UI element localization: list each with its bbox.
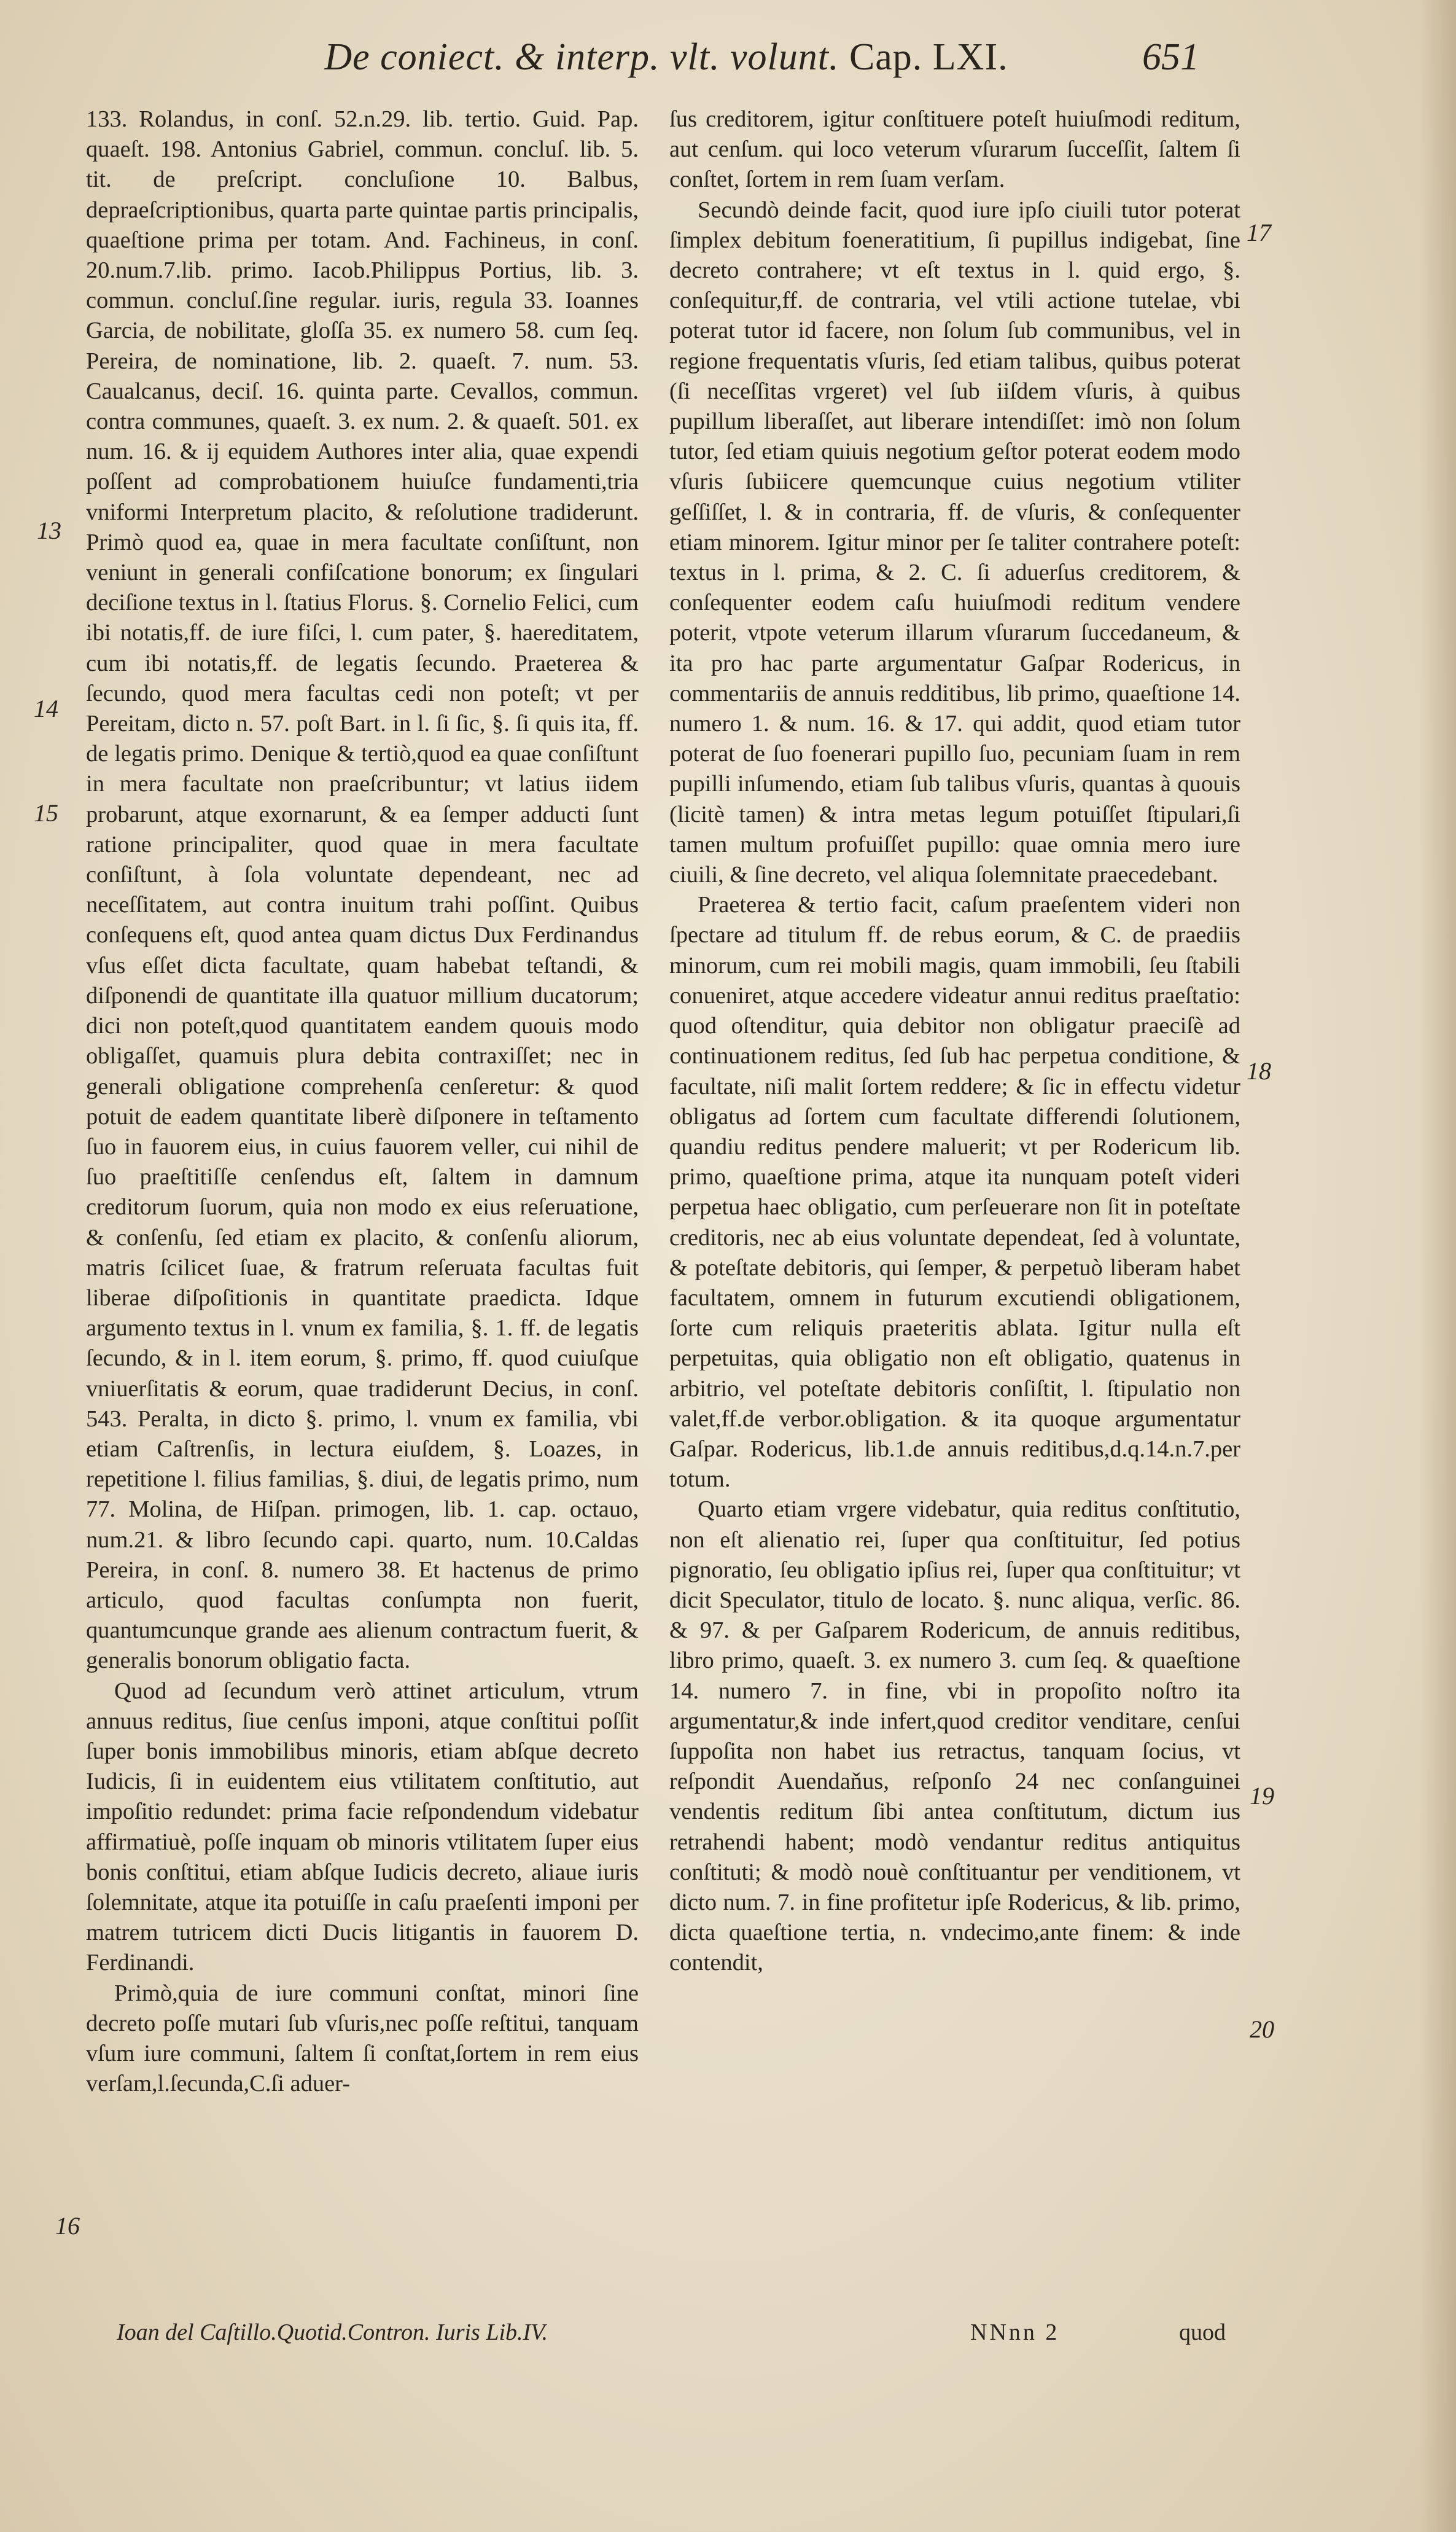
- margin-number: 20: [1250, 2015, 1274, 2043]
- signature-mark: NNnn 2: [970, 2319, 1060, 2345]
- margin-number: 16: [55, 2212, 80, 2240]
- running-title: [258, 36, 1075, 79]
- left-column: [86, 104, 639, 2099]
- right-column: [669, 104, 1240, 1979]
- margin-number: 14: [34, 695, 58, 722]
- left-paragraph-1: 133. Rolandus, in conſ. 52.n.29. lib. tertio. Guid. Pap. quaeſt. 198. Antonius Gabriel, commun. concluſ. lib. 5. tit. de preſcript. concluſione 10. Balbus, depraeſcriptionibus, quarta parte quintae partis principalis, quaeſtione prima per totam. And. Fachineus, in conſ. 20.num.7.lib. primo. Iacob.Philippus Portius, lib. 3. commun. concluſ.ſine regular. iuris, regula 33. Ioannes Garcia, de nobilitate, gloſſa 35. ex numero 58. cum ſeq. Pereira, de nominatione, lib. 2. quaeſt. 7. num. 53. Caualcanus, deciſ. 16. quinta parte. Cevallos, commun. contra communes, quaeſt. 3. ex num. 2. & quaeſt. 501. ex num. 16. & ij equidem Authores inter alia, quae expendi poſſent ad comprobationem huiuſce fundamenti,tria vniformi Interpretum placito, & reſolutione tradiderunt. Primò quod ea, quae in mera facultate conſiſtunt, non veniunt in generali confiſcatione bonorum; ex ſingulari deciſione textus in l. ſtatius Florus. §. Cornelio Felici, cum ibi notatis,ff. de iure fiſci, l. cum pater, §. haereditatem, cum ibi notatis,ff. de legatis ſecundo. Praeterea & ſecundo, quod mera facultas cedi non poteſt; vt per Pereitam, dicto n. 57. poſt Bart. in l. ſi ſic, §. ſi quis ita, ff. de legatis primo. Denique & tertiò,quod ea quae conſiſtunt in mera facultate non praeſcribuntur; vt latius iidem probarunt, atque exornarunt, & ea ſemper adducti ſunt ratione principaliter, quod quae in mera facultate conſiſtunt, à ſola voluntate dependeant, nec ad neceſſitatem, aut contra inuitum trahi poſſint. Quibus conſequens eſt, quod antea quam dictus Dux Ferdinandus vſus eſſet dicta facultate, quam habebat teſtandi, & diſponendi de quantitate illa quatuor millium ducatorum; dici non poteſt,quod quantitatem eandem quouis modo obligaſſet, quamuis plura debita contraxiſſet; nec in generali obligatione comprehenſa cenſeretur: & quod potuit de eadem quantitate liberè diſponere in teſtamento ſuo in fauorem eius, in cuius fauorem veller, cui nihil de ſuo praeſtitiſſe cenſendus eſt, ſaltem in damnum creditorum ſuorum, quia non modo ex eius reſeruatione, & conſenſu, ſed etiam ex placito, & conſenſu aliorum, matris ſcilicet ſuae, & fratrum reſeruata facultas fuit liberae diſpoſitionis in quantitate praedicta. Idque argumento textus in l. vnum ex familia, §. 1. ff. de legatis ſecundo, & in l. item eorum, §. primo, ff. quod cuiuſque vniuerſitatis & eorum, quae tradiderunt Decius, in conſ. 543. Peralta, in dicto §. primo, l. vnum ex familia, vbi etiam Caſtrenſis, in lectura eiuſdem, §. Loazes, in repetitione l. filius familias, §. diui, de legatis primo, num 77. Molina, de Hiſpan. primogen, lib. 1. cap. octauo, num.21. & libro ſecundo capi. quarto, num. 10.Caldas Pereira, in conſ. 8. numero 38. Et hactenus de primo articulo, quod facultas conſumpta non fuerit, quantumcunque grande aes alienum contractum fuerit, & generalis bonorum obligatio facta.: [86, 106, 639, 1674]
- left-paragraph-2: Quod ad ſecundum verò attinet articulum, vtrum annuus reditus, ſiue cenſus imponi, atque conſtitui poſſit ſuper bonis immobilibus minoris, etiam abſque decreto Iudicis, ſi in euidentem eius vtilitatem conſtitutio, aut impoſitio redundet: prima facie reſpondendum videbatur affirmatiuè, poſſe inquam ob minoris vtilitatem ſuper eius bonis conſtitui, etiam abſque Iudicis decreto, aliaue iuris ſolemnitate, atque ita potuiſſe in caſu praeſenti imponi per matrem tutricem dicti Ducis litigantis in fauorem D. Ferdinandi.: [86, 1678, 639, 1976]
- page-edge-shadow: [1419, 0, 1456, 2532]
- footer-note: Ioan del Caſtillo.Quotid.Contron. Iuris Lib.IV.: [117, 2319, 548, 2345]
- margin-number: 18: [1247, 1057, 1271, 1085]
- right-paragraph-4: Quarto etiam vrgere videbatur, quia reditus conſtitutio, non eſt alienatio rei, ſuper qua conſtituitur, ſed potius pignoratio, ſeu obligatio ipſius rei, ſuper qua conſtituitur; vt dicit Speculator, titulo de locato. §. nunc aliqua, verſic. 86. & 97. & per Gaſparem Rodericum, de annuis reditibus, libro primo, quaeſt. 3. ex numero 3. cum ſeq. & quaeſtione 14. numero 7. in fine, vbi in propoſito noſtro ita argumentatur,& inde infert,quod creditor venditare, cenſui ſuppoſita non habet ius retractus, tanquam ſocius, vt reſpondit Auendaňus, reſponſo 24 nec conſanguinei vendentis reditum ſibi antea conſtitutum, dictum ius retrahendi habent; modò vendantur reditus antiquitus conſtituti; & modò nouè conſtituantur per venditionem, vt dicto num. 7. in fine profitetur ipſe Rodericus, & lib. primo, dicta quaeſtione tertia, n. vndecimo,ante finem: & inde contendit,: [669, 1496, 1240, 1976]
- right-paragraph-3: Praeterea & tertio facit, caſum praeſentem videri non ſpectare ad titulum ff. de rebus eorum, & C. de praediis minorum, cum rei mobili magis, quam immobili, ſeu ſtabili conueniret, atque accedere videatur annui reditus praeſtatio: quod oſtenditur, quia debitor non obligatur praeciſè ad continuationem reditus, ſed ſub hac perpetua conditione, & facultate, niſi malit ſortem reddere; & ſic in effectu videtur obligatus ad ſortem cum facultate differendi ſolutionem, quandiu reditus pendere maluerit; vt per Rodericum lib. primo, quaeſtione prima, atque ita nunquam poteſt videri perpetua haec obligatio, cum perſeuerare non ſit in poteſtate creditoris, nec ab eius voluntate dependeat, ſed à voluntate, & poteſtate debitoris, qui ſemper, & perpetuò liberam habet facultatem, omnem in futurum excutiendi obligationem, ſorte cum reliquis praeteritis ablata. Igitur nulla eſt perpetuitas, quia obligatio non eſt obligatio, quatenus in arbitrio, vel poteſtate debitoris conſiſtit, l. ſtipulatio non valet,ff.de verbor.obligation. & ita quoque argumentatur Gaſpar. Rodericus, lib.1.de annuis reditibus,d.q.14.n.7.per totum.: [669, 892, 1240, 1493]
- margin-number: 15: [34, 799, 58, 827]
- page-number: 651: [1142, 36, 1199, 78]
- margin-number: 13: [37, 517, 61, 544]
- running-title-text: De coniect. & interp. vlt. volunt.: [324, 36, 839, 78]
- margin-number: 19: [1250, 1782, 1274, 1810]
- right-paragraph-2: Secundò deinde facit, quod iure ipſo ciuili tutor poterat ſimplex debitum foeneratitium, ſi pupillus indigebat, ſine decreto contrahere; vt eſt textus in l. quid ergo, §. conſequitur,ff. de contraria, vel vtili actione tutelae, vbi poterat tutor id facere, non ſolum ſub communibus, vel in regione frequentatis vſuris, ſed etiam talibus, quibus poterat (ſi neceſſitas vrgeret) vel ſub iiſdem vſuris, à quibus pupillum liberaſſet, aut liberare intendiſſet: imò non ſolum tutor, ſed etiam quiuis negotium geſtor poterat eodem modo vſuris ſubiicere quemcunque cuius negotium vtiliter geſſiſſet, l. & in contraria, ff. de vſuris, & conſequenter etiam minorem. Igitur minor per ſe taliter contrahere poteſt: textus in l. prima, & 2. C. ſi aduerſus creditorem, & conſequenter eodem caſu huiuſmodi reditum vendere poterit, vtpote veterum illarum vſurarum ſuccedaneum, & ita pro hac parte argumentatur Gaſpar Rodericus, in commentariis de annuis redditibus, lib primo, quaeſtione 14. numero 1. & num. 16. & 17. qui addit, quod etiam tutor poterat de ſuo foenerari pupillo ſuo, pecuniam ſuam in rem pupilli inſumendo, etiam ſub talibus vſuris, quantas à quouis (licitè tamen) & intra metas legum potuiſſet ſtipulari,ſi tamen multum profuiſſet pupillo: quae omnia mero iure ciuili, & ſine decreto, vel aliqua ſolemnitate praecedebant.: [669, 197, 1240, 888]
- left-paragraph-3: Primò,quia de iure communi conſtat, minori ſine decreto poſſe mutari ſub vſuris,nec poſſe reſtitui, tanquam vſum iure communi, ſaltem ſi conſtat,ſortem in rem eius verſam,l.ſecunda,C.ſi aduer-: [86, 1980, 639, 2097]
- chapter-label: Cap. LXI.: [849, 36, 1008, 78]
- catchword: quod: [1179, 2319, 1226, 2345]
- margin-number: 17: [1247, 219, 1271, 246]
- right-paragraph-1: ſus creditorem, igitur conſtituere poteſt huiuſmodi reditum, aut cenſum. qui loco veterum vſurarum ſucceſſit, ſaltem ſi conſtet, ſortem in rem ſuam verſam.: [669, 106, 1240, 193]
